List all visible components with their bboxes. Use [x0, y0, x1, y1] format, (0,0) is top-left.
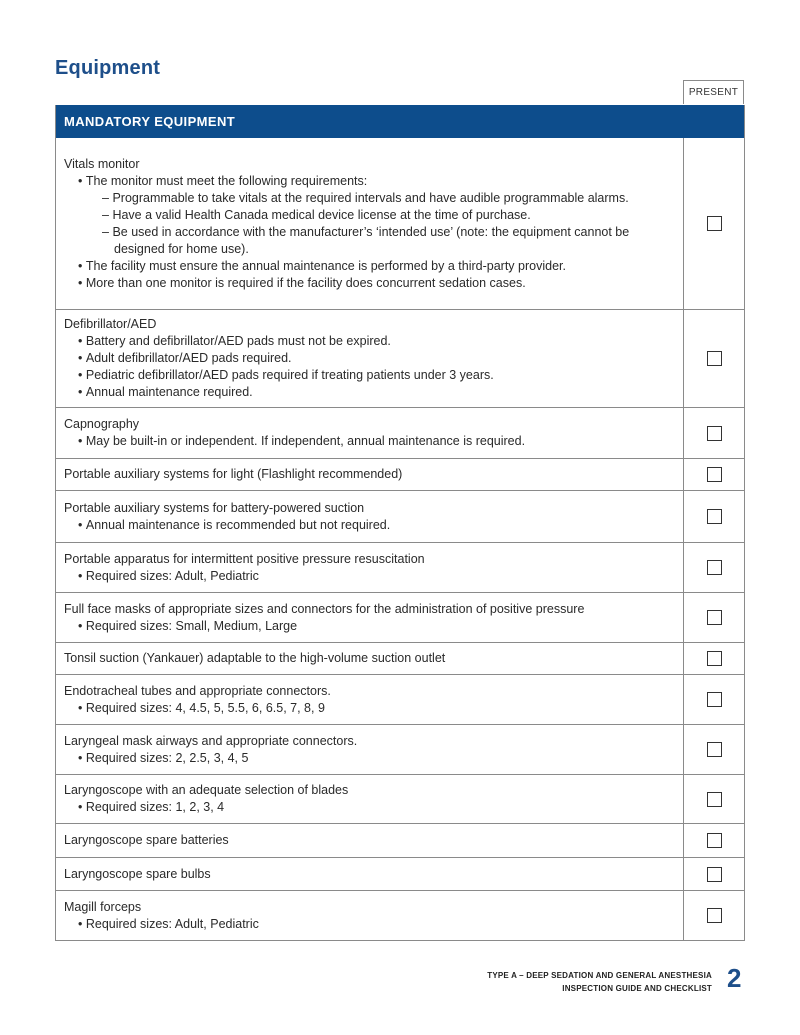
equipment-description — [56, 138, 684, 309]
equipment-description — [56, 824, 684, 857]
present-checkbox[interactable] — [707, 833, 722, 848]
requirement-bullet: • Pediatric defibrillator/AED pads required if treating patients under 3 years. — [64, 367, 673, 384]
present-cell — [684, 543, 744, 592]
present-checkbox[interactable] — [707, 908, 722, 923]
equipment-name: Magill forceps — [64, 899, 142, 914]
equipment-description — [56, 593, 684, 642]
requirement-subitem: – Be used in accordance with the manufacturer’s ‘intended use’ (note: the equipment cannot be designed for home use). — [64, 224, 673, 258]
footer-line-1: TYPE A – DEEP SEDATION AND GENERAL ANESTHESIA — [487, 971, 712, 980]
present-column-header: PRESENT — [683, 80, 744, 104]
equipment-row — [56, 593, 744, 643]
equipment-description — [56, 775, 684, 823]
present-checkbox[interactable] — [707, 792, 722, 807]
section-header: MANDATORY EQUIPMENT — [56, 105, 744, 138]
requirement-bullet: • Required sizes: Small, Medium, Large — [64, 618, 673, 635]
requirement-bullet: • Battery and defibrillator/AED pads must not be expired. — [64, 333, 673, 350]
equipment-row — [56, 643, 744, 675]
equipment-row — [56, 891, 744, 941]
requirement-bullet: • More than one monitor is required if the facility does concurrent sedation cases. — [64, 275, 673, 292]
present-cell — [684, 643, 744, 674]
equipment-row — [56, 459, 744, 491]
present-cell — [684, 725, 744, 774]
footer — [487, 969, 712, 995]
present-cell — [684, 593, 744, 642]
equipment-description — [56, 310, 684, 407]
equipment-name: Full face masks of appropriate sizes and connectors for the administration of positive pressure — [64, 601, 585, 616]
present-checkbox[interactable] — [707, 467, 722, 482]
equipment-name: Vitals monitor — [64, 156, 140, 171]
present-cell — [684, 459, 744, 490]
present-cell — [684, 675, 744, 724]
requirement-subitem: – Have a valid Health Canada medical device license at the time of purchase. — [64, 207, 673, 224]
equipment-description — [56, 408, 684, 458]
equipment-name: Laryngeal mask airways and appropriate connectors. — [64, 733, 358, 748]
equipment-description — [56, 543, 684, 592]
equipment-row — [56, 858, 744, 891]
equipment-rows — [56, 138, 744, 941]
present-checkbox[interactable] — [707, 351, 722, 366]
equipment-name: Portable apparatus for intermittent positive pressure resuscitation — [64, 551, 425, 566]
present-cell — [684, 824, 744, 857]
present-checkbox[interactable] — [707, 692, 722, 707]
equipment-row — [56, 824, 744, 858]
equipment-description — [56, 459, 684, 490]
present-cell — [684, 138, 744, 309]
requirement-bullet: • May be built-in or independent. If independent, annual maintenance is required. — [64, 433, 673, 450]
equipment-row — [56, 725, 744, 775]
present-cell — [684, 408, 744, 458]
equipment-name: Laryngoscope spare batteries — [64, 833, 229, 847]
equipment-row — [56, 491, 744, 543]
present-cell — [684, 491, 744, 542]
page-title: Equipment — [55, 57, 161, 79]
equipment-name: Capnography — [64, 417, 140, 431]
present-cell — [684, 891, 744, 940]
equipment-row — [56, 138, 744, 310]
equipment-description — [56, 891, 684, 940]
requirement-bullet: • Required sizes: 4, 4.5, 5, 5.5, 6, 6.5, 7, 8, 9 — [64, 700, 673, 717]
requirement-bullet: • Required sizes: Adult, Pediatric — [64, 568, 673, 585]
present-cell — [684, 858, 744, 890]
present-checkbox[interactable] — [707, 560, 722, 575]
present-checkbox[interactable] — [707, 610, 722, 625]
present-checkbox[interactable] — [707, 509, 722, 524]
present-checkbox[interactable] — [707, 426, 722, 441]
equipment-row — [56, 543, 744, 593]
requirement-bullet: • Annual maintenance required. — [64, 384, 673, 401]
equipment-name: Endotracheal tubes and appropriate connectors. — [64, 683, 331, 698]
equipment-name: Tonsil suction (Yankauer) adaptable to the high-volume suction outlet — [64, 651, 446, 665]
equipment-row — [56, 775, 744, 824]
requirement-bullet: • The monitor must meet the following requirements: — [64, 173, 673, 190]
present-checkbox[interactable] — [707, 651, 722, 666]
present-cell — [684, 310, 744, 407]
equipment-name: Laryngoscope with an adequate selection of blades — [64, 783, 349, 797]
equipment-name: Laryngoscope spare bulbs — [64, 866, 211, 881]
equipment-row — [56, 408, 744, 459]
footer-line-2: INSPECTION GUIDE AND CHECKLIST — [562, 984, 712, 993]
present-checkbox[interactable] — [707, 216, 722, 231]
equipment-description — [56, 725, 684, 774]
requirement-bullet: • Required sizes: 1, 2, 3, 4 — [64, 799, 673, 816]
equipment-description — [56, 858, 684, 890]
requirement-bullet: • Annual maintenance is recommended but not required. — [64, 517, 673, 534]
equipment-description — [56, 675, 684, 724]
present-checkbox[interactable] — [707, 867, 722, 882]
present-checkbox[interactable] — [707, 742, 722, 757]
page-number: 2 — [727, 963, 742, 993]
requirement-bullet: • Required sizes: 2, 2.5, 3, 4, 5 — [64, 750, 673, 767]
equipment-row — [56, 675, 744, 725]
equipment-name: Defibrillator/AED — [64, 317, 157, 331]
equipment-row — [56, 310, 744, 408]
requirement-bullet: • Required sizes: Adult, Pediatric — [64, 916, 673, 933]
present-cell — [684, 775, 744, 823]
equipment-name: Portable auxiliary systems for battery-powered suction — [64, 500, 365, 515]
equipment-table — [55, 105, 745, 941]
requirement-bullet: • The facility must ensure the annual maintenance is performed by a third-party provider. — [64, 258, 673, 275]
equipment-description — [56, 643, 684, 674]
equipment-description — [56, 491, 684, 542]
equipment-name: Portable auxiliary systems for light (Flashlight recommended) — [64, 467, 403, 481]
requirement-bullet: • Adult defibrillator/AED pads required. — [64, 350, 673, 367]
requirement-subitem: – Programmable to take vitals at the required intervals and have audible programmable alarms. — [64, 190, 673, 207]
